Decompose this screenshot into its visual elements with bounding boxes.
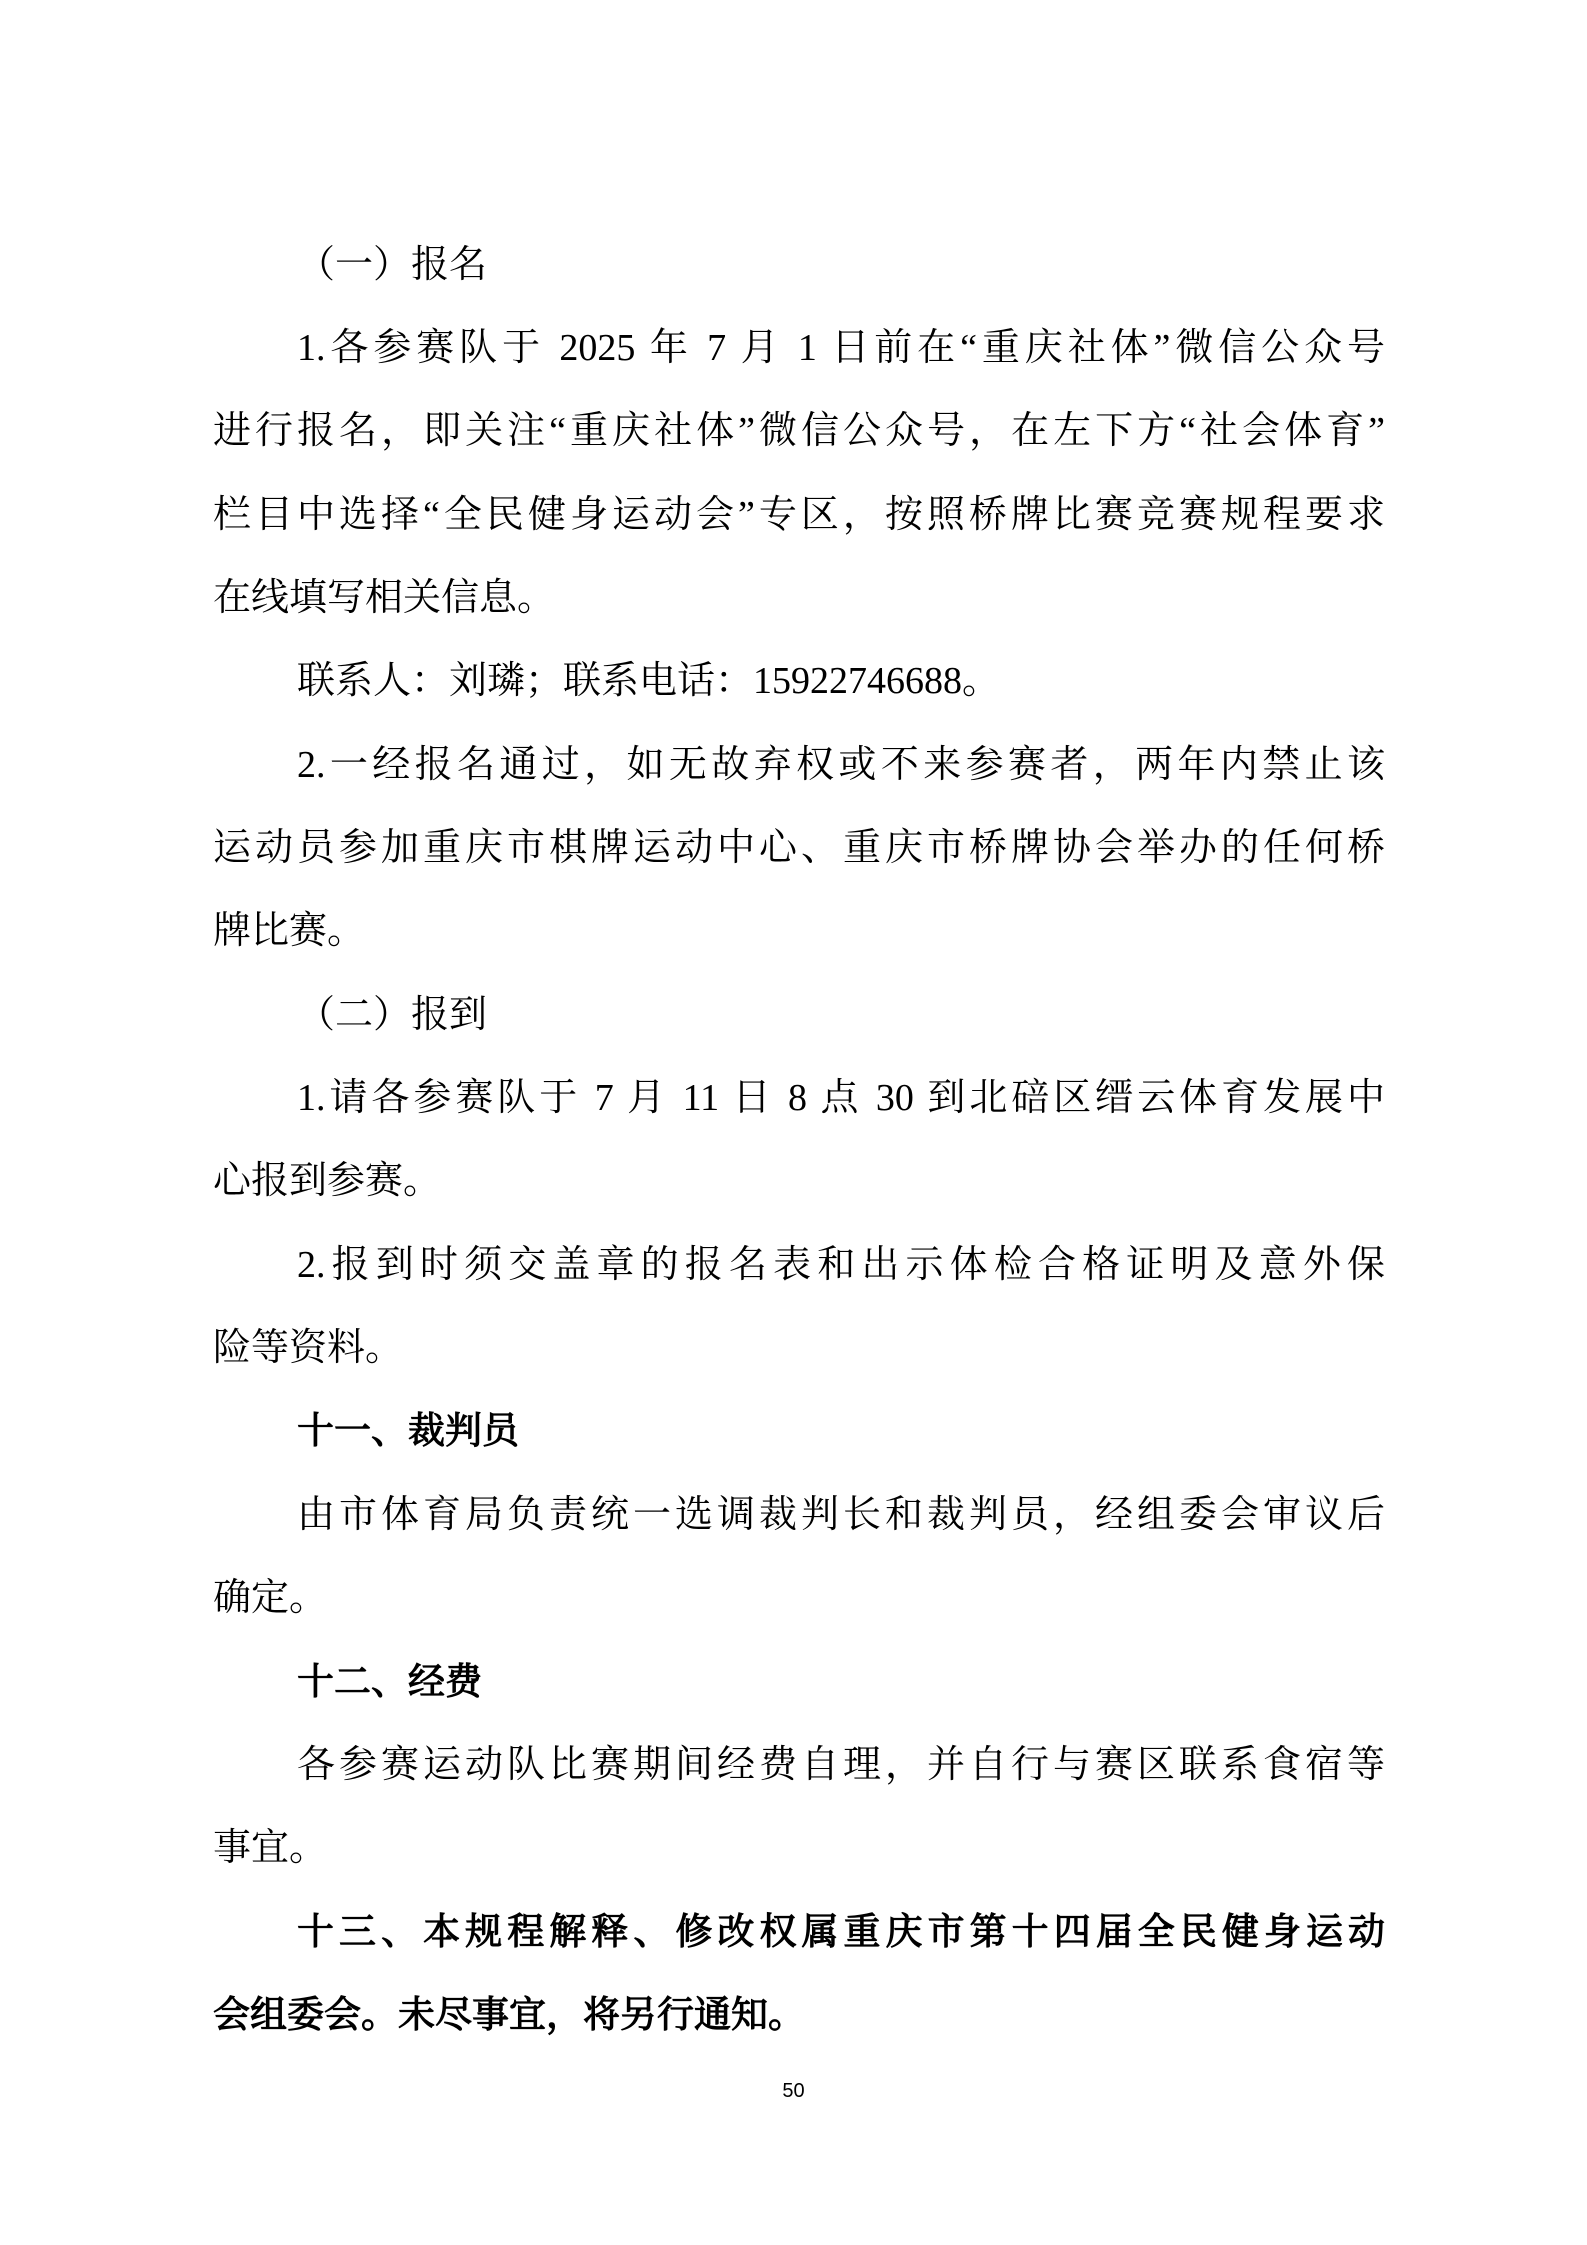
heading-expenses: 十二、经费: [297, 1660, 482, 1703]
paragraph-line: 牌比赛。: [213, 910, 366, 952]
paragraph-line: 在线填写相关信息。: [213, 577, 556, 619]
paragraph-line: 栏目中选择“全民健身运动会”专区，按照桥牌比赛竞赛规程要求: [213, 494, 1385, 536]
heading-referees: 十一、裁判员: [297, 1409, 519, 1452]
paragraph-line: 由市体育局负责统一选调裁判长和裁判员，经组委会审议后: [297, 1494, 1385, 1536]
subheading-checkin: （二）报到: [297, 994, 488, 1036]
heading-interpretation-cont: 会组委会。未尽事宜，将另行通知。: [213, 1993, 805, 2036]
paragraph-line: 确定。: [213, 1577, 328, 1619]
paragraph-line: 2.一经报名通过，如无故弃权或不来参赛者，两年内禁止该: [297, 744, 1385, 786]
paragraph-line: 事宜。: [213, 1827, 328, 1869]
paragraph-line: 2.报到时须交盖章的报名表和出示体检合格证明及意外保: [297, 1244, 1385, 1286]
paragraph-line: 1.请各参赛队于 7 月 11 日 8 点 30 到北碚区缙云体育发展中: [297, 1077, 1385, 1119]
paragraph-line: 心报到参赛。: [213, 1160, 442, 1202]
subheading-registration: （一）报名: [297, 244, 488, 286]
heading-interpretation: 十三、本规程解释、修改权属重庆市第十四届全民健身运动: [297, 1910, 1385, 1953]
paragraph-line: 各参赛运动队比赛期间经费自理，并自行与赛区联系食宿等: [297, 1744, 1385, 1786]
page-number: 50: [782, 2080, 805, 2102]
paragraph-line: 险等资料。: [213, 1327, 404, 1369]
paragraph-line: 1.各参赛队于 2025 年 7 月 1 日前在“重庆社体”微信公众号: [297, 327, 1385, 369]
contact-line: 联系人：刘璘；联系电话：15922746688。: [297, 660, 1001, 702]
paragraph-line: 运动员参加重庆市棋牌运动中心、重庆市桥牌协会举办的任何桥: [213, 827, 1385, 869]
paragraph-line: 进行报名，即关注“重庆社体”微信公众号，在左下方“社会体育”: [213, 410, 1385, 452]
